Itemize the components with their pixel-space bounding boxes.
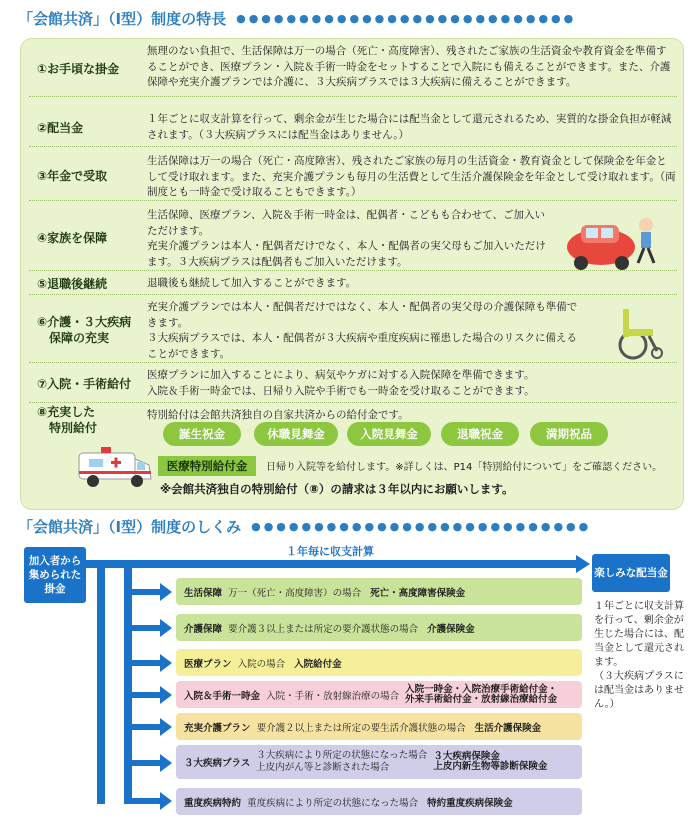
trunk-line xyxy=(97,568,105,804)
section1-title: 「会館共済」（Ⅰ型）制度の特長 ●●●●●●●●●●●●●●●●●●●●●●●●●●● xyxy=(18,10,577,28)
wheelchair-illustration xyxy=(609,301,669,361)
special-benefit-text: 日帰り入院等を給付します。※詳しくは、P14「特別給付について」をご確認ください。 xyxy=(266,462,663,473)
plan-box: 生活保障 万一（死亡・高度障害）の場合 死亡・高度障害保険金 xyxy=(176,578,582,605)
feature-text: 退職後も継続して加入することができます。 xyxy=(147,277,357,289)
family-car-illustration xyxy=(556,205,666,271)
feature-label: ②配当金 xyxy=(37,120,84,135)
benefit-pill: 誕生祝金 xyxy=(163,422,241,446)
plan-box: 重度疾病特約 重度疾病により所定の状態になった場合 特約重度疾病保険金 xyxy=(176,788,582,815)
feature-row xyxy=(29,365,677,403)
benefit-pill: 満期祝品 xyxy=(530,422,608,446)
benefit-pill: 退職祝金 xyxy=(441,422,519,446)
benefit-pill: 入院見舞金 xyxy=(347,422,431,446)
feature-text: 生活保障は万一の場合（死亡・高度障害）、残されたご家族の毎月の生活資金・教育資金として保険金を年金として受け取れます。また、充実介護プランも毎月の生活費として生活介護保険金を年金として受け取れます。（両制度とも一時金で受け取ることもできます。） xyxy=(147,155,676,198)
trunk-line-2 xyxy=(124,568,132,804)
feature-label: ⑧充実した 特別給付 xyxy=(37,405,98,435)
dividend-box: 楽しみな配当金 xyxy=(592,554,670,592)
feature-row xyxy=(29,109,677,147)
ambulance-illustration xyxy=(77,443,155,489)
feature-text: 無理のない負担で、生活保障は万一の場合（死亡・高度障害）、残されたご家族の生活資金や教育資金を準備することができ、医療プラン・入院＆手術一時金をセットすることで入院にも備えることができます。また、介護保障や充実介護プランでは介護に、３大疾病プラスでは３大疾病に備えることができます。 xyxy=(147,45,671,88)
feature-label: ③年金で受取 xyxy=(37,168,108,183)
claim-note: ※会館共済独自の特別給付（⑧）の請求は３年以内にお願いします。 xyxy=(160,482,514,496)
plan-box: 医療プラン 入院の場合 入院給付金 xyxy=(176,649,582,676)
feature-label: ⑤退職後継続 xyxy=(37,276,108,291)
feature-text: 生活保障、医療プラン、入院＆手術一時金は、配偶者・こどもも合わせて、ご加入いただけます。 充実介護プランは本人・配偶者だけでなく、本人・配偶者の実父母もご加入いただけます。３大疾病プラスは配偶者もご加入いただけます。 xyxy=(147,209,546,268)
plan-box: ３大疾病プラス ３大疾病により所定の状態になった場合 上皮内がん等と診断された場合 ３大疾病保険金 上皮内新生物等診断保険金 xyxy=(176,745,582,779)
flow-arrowhead xyxy=(576,555,590,573)
flow-label: １年毎に収支計算 xyxy=(286,545,374,558)
feature-row xyxy=(29,151,677,201)
premium-source-box: 加入者から集められた掛金 xyxy=(24,547,86,603)
feature-text: 充実介護プランでは本人・配偶者だけではなく、本人・配偶者の実父母の介護保障も準備できます。 ３大疾病プラスでは、本人・配偶者が３大疾病や重度疾病に罹患した場合のリスクに備えることができます。 xyxy=(147,301,578,360)
feature-row xyxy=(29,41,677,97)
benefit-pill: 休職見舞金 xyxy=(254,422,338,446)
section2-title: 「会館共済」（Ⅰ型）制度のしくみ ●●●●●●●●●●●●●●●●●●●●●●●●●●● xyxy=(18,518,592,536)
plan-box: 入院＆手術一時金 入院・手術・放射線治療の場合 入院一時金・入院治療手術給付金・ 外来手術給付金・放射線治療給付金 xyxy=(176,681,582,708)
feature-text: 特別給付は会館共済独自の自家共済からの給付金です。 xyxy=(147,409,409,421)
special-benefit-label: 医療特別給付金 xyxy=(158,456,256,476)
feature-label: ④家族を保障 xyxy=(37,230,108,245)
dividend-note: １年ごとに収支計算を行って、剰余金が生じた場合には、配当金として還元されます。 （３大疾病プラスには配当金はありません。） xyxy=(594,601,684,710)
flow-arrow-line xyxy=(86,560,578,568)
plan-box: 介護保障 要介護３以上または所定の要介護状態の場合 介護保険金 xyxy=(176,614,582,641)
feature-text: 医療プランに加入することにより、病気やケガに対する入院保障を準備できます。 入院＆手術一時金では、日帰り入院や手術でも一時金を受け取ることができます。 xyxy=(147,369,535,397)
feature-label: ⑥介護・３大疾病 保障の充実 xyxy=(37,314,132,345)
feature-label: ⑦入院・手術給付 xyxy=(37,376,132,391)
plan-box: 充実介護プラン 要介護２以上または所定の要生活介護状態の場合 生活介護保険金 xyxy=(176,713,582,740)
feature-label: ①お手頃な掛金 xyxy=(37,61,120,76)
feature-row xyxy=(29,297,677,363)
feature-text: １年ごとに収支計算を行って、剰余金が生じた場合には配当金として還元されるため、実質的な掛金負担が軽減されます。（３大疾病プラスには配当金はありません。） xyxy=(147,113,672,141)
feature-row xyxy=(29,273,677,295)
